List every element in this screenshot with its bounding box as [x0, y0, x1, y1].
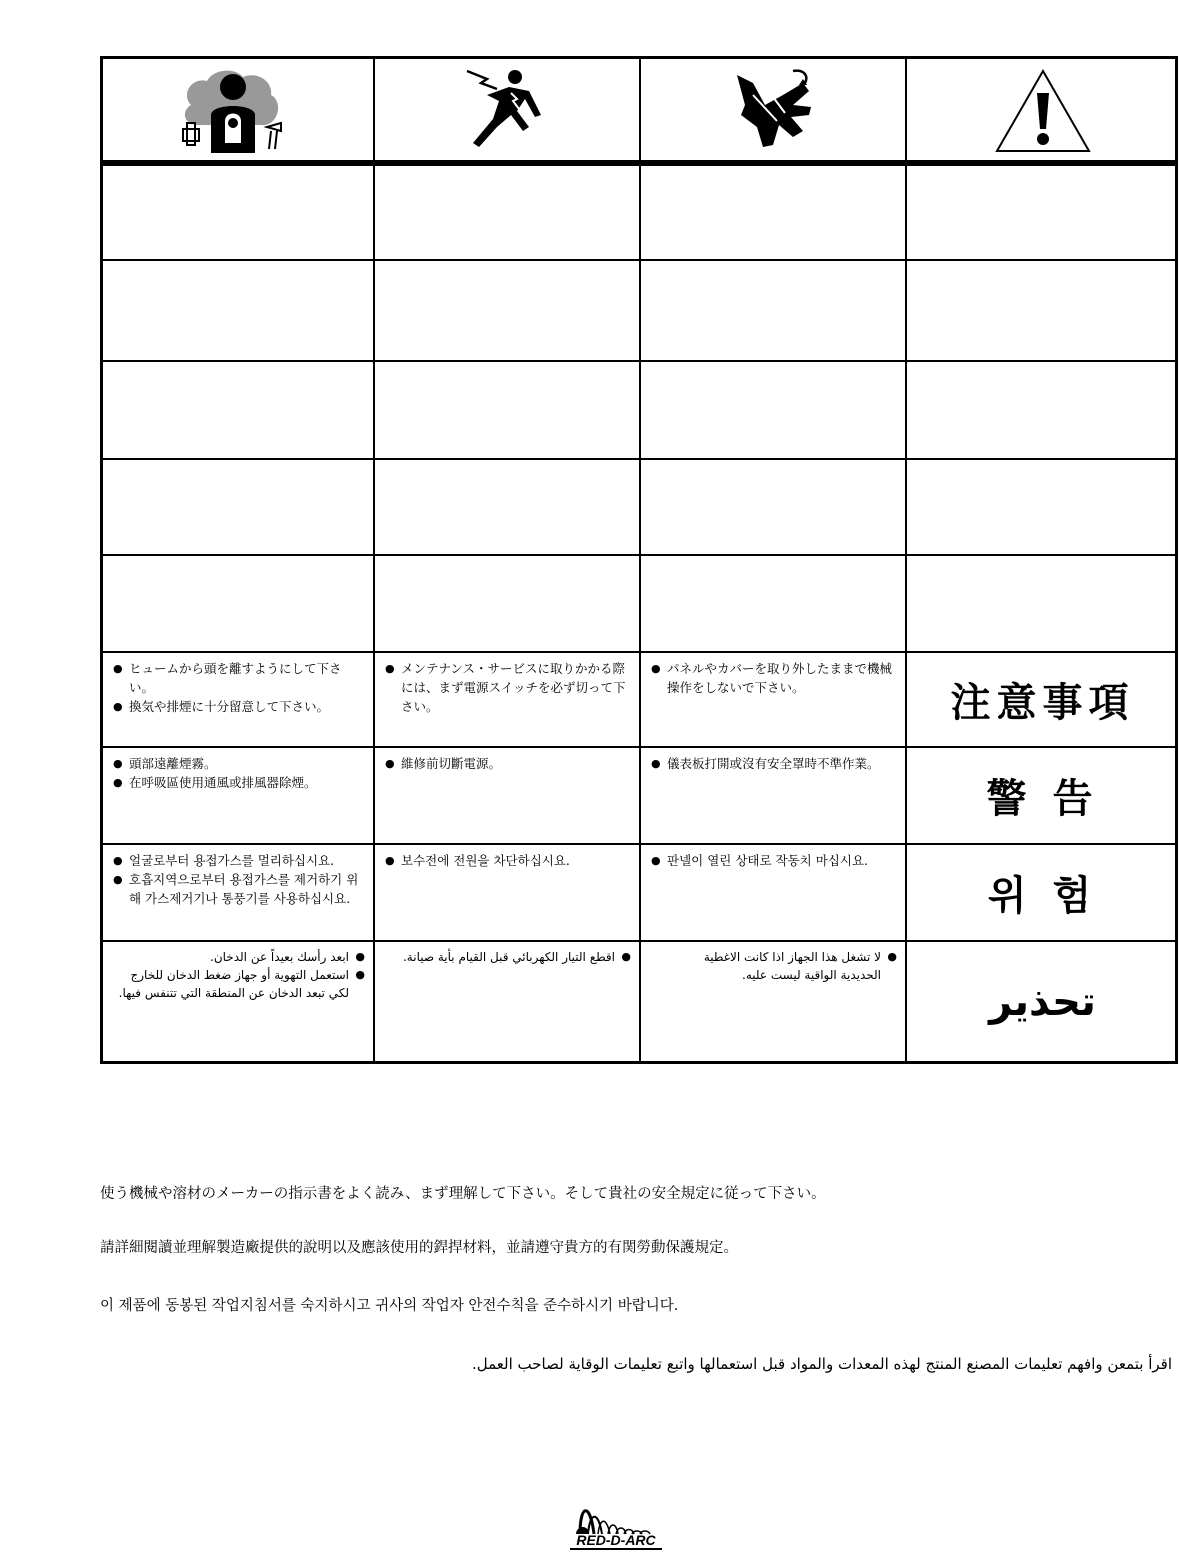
guard-warning-ja — [641, 653, 905, 746]
guard-warning-zh — [641, 748, 905, 843]
logo-text: RED-D-ARC — [576, 1532, 656, 1548]
list-item: ● 維修前切斷電源。 — [385, 754, 631, 773]
warning-triangle-icon — [907, 63, 1178, 159]
row-divider — [103, 360, 1175, 362]
list-item: ● اقطع التيار الكهربائي قبل القيام بأية صيانة. — [385, 948, 631, 966]
list-item: ● 儀表板打開或沒有安全罩時不準作業。 — [651, 754, 897, 773]
shock-warning-ar — [375, 942, 639, 1062]
heading-ko: 위 험 — [987, 873, 1098, 919]
list-item: ● ヒュームから頭を離すようにして下さい。 — [113, 659, 365, 697]
list-item: ● 보수전에 전원을 차단하십시요. — [385, 851, 631, 870]
row-divider — [103, 554, 1175, 556]
fumes-icon — [103, 63, 373, 159]
list-item: ● 판넬이 열린 상태로 작동치 마십시요. — [651, 851, 897, 870]
list-item: ● 얼굴로부터 용접가스를 멀리하십시요. — [113, 851, 365, 870]
notice-ar: اقرأ بتمعن وافهم تعليمات المصنع المنتج لهذه المعدات والمواد قبل استعمالها واتبع تعليمات الوقاية لصاحب العمل. — [471, 1355, 1172, 1373]
fumes-warning-zh — [103, 748, 373, 843]
heading-zh: 警 告 — [986, 776, 1099, 822]
guard-warning-ko — [641, 845, 905, 940]
shock-warning-ja — [375, 653, 639, 746]
list-item: ● لا تشغل هذا الجهاز اذا كانت الاغطية الحديدية الواقية ليست عليه. — [681, 948, 897, 984]
list-item: ● 在呼吸區使用通風或排風器除煙。 — [113, 773, 365, 792]
guard-warning-ar — [641, 942, 905, 1062]
header-divider — [103, 160, 1175, 166]
shock-warning-zh — [375, 748, 639, 843]
fumes-warning-ko — [103, 845, 373, 940]
heading-ar: تحذير — [989, 979, 1096, 1025]
shock-warning-ko — [375, 845, 639, 940]
list-item: ● استعمل التهوية أو جهاز ضغط الدخان للخارج لكي تبعد الدخان عن المنطقة التي تتنفس فيها. — [113, 966, 365, 1002]
hand-guard-icon — [641, 63, 905, 159]
list-item: ● 頭部遠離煙霧。 — [113, 754, 365, 773]
list-item: ● パネルやカバーを取り外したままで機械操作をしないで下さい。 — [651, 659, 897, 697]
notice-ja: 使う機械や溶材のメーカーの指示書をよく読み、まず理解して下さい。そして貴社の安全規定に従って下さい。 — [100, 1186, 826, 1202]
row-divider — [103, 259, 1175, 261]
list-item: ● 換気や排煙に十分留意して下さい。 — [113, 697, 365, 716]
notice-ko: 이 제품에 동봉된 작업지침서를 숙지하시고 귀사의 작업자 안전수칙을 준수하시기 바랍니다. — [100, 1298, 679, 1314]
notice-zh: 請詳細閱讀並理解製造廠提供的說明以及應該使用的銲捍材料，並請遵守貴方的有関勞動保護規定。 — [100, 1240, 738, 1256]
row-divider — [103, 458, 1175, 460]
list-item: ● 호흡지역으로부터 용접가스를 제거하기 위해 가스제거기나 통풍기를 사용하십시요. — [113, 870, 365, 908]
fumes-warning-ja — [103, 653, 373, 746]
safety-table — [100, 56, 1178, 1064]
list-item: ● メンテナンス・サービスに取りかかる際には、まず電源スイッチを必ず切って下さい。 — [385, 659, 631, 716]
electric-shock-icon — [375, 63, 639, 159]
red-d-arc-logo — [566, 1494, 666, 1552]
fumes-warning-ar — [103, 942, 373, 1062]
list-item: ● ابعد رأسك بعيداً عن الدخان. — [113, 948, 365, 966]
heading-ja: 注意事項 — [950, 680, 1135, 726]
